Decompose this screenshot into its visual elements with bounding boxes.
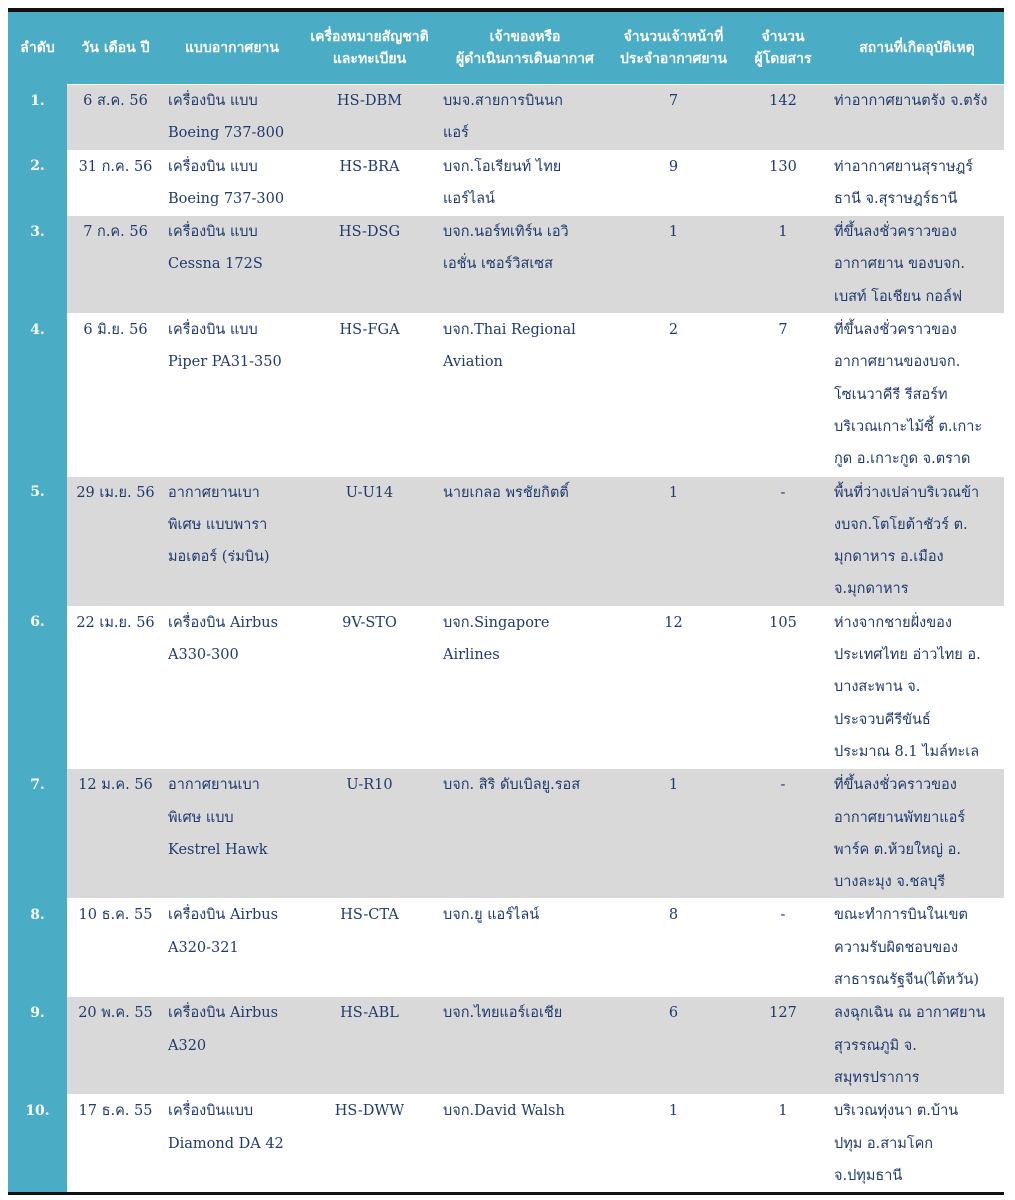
aircraft-type-line: เครื่องบิน Airbus <box>168 614 279 631</box>
registration <box>300 606 439 768</box>
accident-location-line: สุวรรณภูมิ จ. <box>834 1037 917 1054</box>
registration <box>300 216 439 314</box>
aircraft-type-line: เครื่องบิน Airbus <box>168 1005 279 1022</box>
aircraft-type-line: Cessna 172S <box>168 256 263 273</box>
aircraft-type-line: Boeing 737-800 <box>168 125 285 142</box>
aircraft-type-line: พิเศษ แบบพารา <box>168 516 268 533</box>
aircraft-type-line: A320 <box>168 1037 207 1054</box>
crew-count <box>611 85 736 151</box>
registration-text: 9V-STO <box>342 614 397 631</box>
table-row <box>8 1095 1004 1192</box>
row-number <box>8 899 67 997</box>
header-crew-line2: ประจำอากาศยาน <box>619 51 728 67</box>
operator-line: บจก.ยู แอร์ไลน์ <box>443 907 540 924</box>
crew-count <box>611 314 736 476</box>
header-crew <box>611 12 736 85</box>
accident-location <box>830 769 1004 899</box>
aircraft-type-line: เครื่องบิน แบบ <box>168 224 258 241</box>
row-number-text: 5. <box>30 484 45 501</box>
crew-count <box>611 899 736 997</box>
passenger-count-text: 7 <box>778 322 788 339</box>
row-number-text: 10. <box>25 1102 50 1119</box>
passenger-count-text: 105 <box>769 614 797 631</box>
operator-line: บจก.David Walsh <box>443 1103 565 1120</box>
accident-location-line: ท่าอากาศยานสุราษฎร์ <box>834 158 974 175</box>
accident-location-line: ความรับผิดชอบของ <box>834 939 958 956</box>
header-place-text: สถานที่เกิดอุบัติเหตุ <box>859 40 975 56</box>
operator-line: บมจ.สายการบินนก <box>443 93 563 109</box>
operator-line: นายเกลอ พรชัยกิตติ์ <box>443 484 569 501</box>
registration-text: U-U14 <box>345 484 394 501</box>
passenger-count-text: - <box>780 484 786 501</box>
accident-location-line: มุกดาหาร อ.เมือง <box>834 549 944 566</box>
table-row <box>8 899 1004 997</box>
accident-date <box>67 997 164 1095</box>
aircraft-type <box>164 1095 300 1192</box>
registration-text: HS-ABL <box>340 1005 399 1022</box>
table-row <box>8 606 1004 768</box>
aircraft-type <box>164 85 300 151</box>
row-number <box>8 997 67 1095</box>
table-body <box>8 85 1004 1193</box>
passenger-count <box>736 997 830 1095</box>
accident-location <box>830 1095 1004 1192</box>
registration <box>300 85 439 151</box>
bottom-rule <box>8 1192 1004 1195</box>
crew-count <box>611 150 736 216</box>
table-row <box>8 314 1004 476</box>
accident-location-line: ห่างจากชายฝั่งของ <box>834 614 952 631</box>
aircraft-type-line: A330-300 <box>168 647 239 664</box>
aircraft-type-line: เครื่องบิน แบบ <box>168 322 258 339</box>
accident-location-line: ที่ขึ้นลงชั่วคราวของ <box>834 777 957 794</box>
header-passengers-line1: จำนวน <box>761 29 805 45</box>
header-date <box>67 12 164 85</box>
aircraft-type-line: มอเตอร์ (ร่มบิน) <box>168 549 270 566</box>
header-place <box>830 12 1004 85</box>
aircraft-type-line: Piper PA31-350 <box>168 354 282 371</box>
accident-date-text: 31 ก.ค. 56 <box>78 158 153 175</box>
accident-location-line: ที่ขึ้นลงชั่วคราวของ <box>834 224 957 241</box>
aircraft-type-line: พิเศษ แบบ <box>168 809 234 826</box>
registration-text: HS-DSG <box>338 224 401 241</box>
accident-location-line: ประมาณ 8.1 ไมล์ทะเล <box>834 743 980 760</box>
operator-line: Airlines <box>443 647 500 664</box>
operator-line: บจก.Singapore <box>443 614 550 631</box>
accident-location-line: ประเทศไทย อ่าวไทย อ. <box>834 647 981 664</box>
header-owner <box>439 12 611 85</box>
row-number-text: 9. <box>30 1004 45 1021</box>
passenger-count <box>736 85 830 151</box>
accident-date-text: 22 เม.ย. 56 <box>76 614 155 631</box>
passenger-count <box>736 769 830 899</box>
crew-count-text: 2 <box>668 322 679 339</box>
passenger-count <box>736 606 830 768</box>
crew-count-text: 12 <box>664 614 683 631</box>
operator <box>439 216 611 314</box>
registration <box>300 997 439 1095</box>
aircraft-type-line: Kestrel Hawk <box>168 841 268 858</box>
aircraft-type <box>164 216 300 314</box>
aircraft-type <box>164 997 300 1095</box>
passenger-count-text: 130 <box>769 158 797 175</box>
table-row <box>8 216 1004 314</box>
aircraft-type-line: เครื่องบิน แบบ <box>168 158 258 175</box>
crew-count <box>611 1095 736 1192</box>
header-passengers-line2: ผู้โดยสาร <box>754 51 812 67</box>
registration-text: HS-DWW <box>334 1103 405 1120</box>
accident-location-line: ปทุม อ.สามโคก <box>834 1135 934 1152</box>
header-no <box>8 12 67 85</box>
table-header <box>8 12 1004 85</box>
accident-location-line: พื้นที่ว่างเปล่าบริเวณข้า <box>834 484 980 501</box>
passenger-count <box>736 1095 830 1192</box>
aircraft-type <box>164 314 300 476</box>
row-number-text: 3. <box>30 223 45 240</box>
registration-text: HS-FGA <box>339 322 400 339</box>
accident-date-text: 7 ก.ค. 56 <box>83 224 148 241</box>
accident-date <box>67 899 164 997</box>
header-registration-line2: และทะเบียน <box>332 51 407 67</box>
accident-date <box>67 216 164 314</box>
accident-location-line: งบจก.โตโยต้าชัวร์ ต. <box>834 516 968 533</box>
accident-location-line: กูด อ.เกาะกูด จ.ตราด <box>834 451 971 468</box>
row-number-text: 6. <box>30 614 45 631</box>
accident-location-line: บริเวณทุ่งนา ต.บ้าน <box>834 1103 959 1120</box>
accident-date <box>67 85 164 151</box>
accident-location-line: เบสท์ โอเชียน กอล์ฟ <box>834 288 963 305</box>
table-row <box>8 476 1004 606</box>
accident-date <box>67 476 164 606</box>
accident-location-line: ธานี จ.สุราษฎร์ธานี <box>834 190 958 207</box>
registration <box>300 769 439 899</box>
passenger-count <box>736 476 830 606</box>
registration-text: HS-DBM <box>336 93 403 109</box>
registration <box>300 150 439 216</box>
operator <box>439 150 611 216</box>
operator-line: แอร์ไลน์ <box>443 190 495 207</box>
crew-count-text: 1 <box>668 484 679 501</box>
aircraft-type-line: อากาศยานเบา <box>168 777 260 794</box>
registration <box>300 1095 439 1192</box>
accident-table-container <box>8 8 1004 1195</box>
accident-location-line: อากาศยานของบจก. <box>834 354 961 371</box>
accident-location-line: ท่าอากาศยานตรัง จ.ตรัง <box>834 93 988 109</box>
accident-location-line: ลงฉุกเฉิน ณ อากาศยาน <box>834 1005 986 1022</box>
accident-location-line: บริเวณเกาะไม้ซี้ ต.เกาะ <box>834 418 983 435</box>
accident-location-line: ที่ขึ้นลงชั่วคราวของ <box>834 322 957 339</box>
aircraft-type-line: เครื่องบิน Airbus <box>168 907 279 924</box>
crew-count <box>611 476 736 606</box>
passenger-count-text: 1 <box>778 1103 788 1120</box>
registration <box>300 314 439 476</box>
crew-count-text: 8 <box>668 907 679 924</box>
accident-date <box>67 1095 164 1192</box>
row-number <box>8 314 67 476</box>
accident-date <box>67 769 164 899</box>
operator <box>439 1095 611 1192</box>
row-number <box>8 216 67 314</box>
accident-date-text: 29 เม.ย. 56 <box>76 484 155 501</box>
passenger-count <box>736 216 830 314</box>
table-row <box>8 997 1004 1095</box>
passenger-count-text: - <box>780 907 786 924</box>
operator-line: แอร์ <box>443 125 469 142</box>
passenger-count <box>736 150 830 216</box>
accident-date-text: 12 ม.ค. 56 <box>78 777 153 794</box>
header-crew-line1: จำนวนเจ้าหน้าที่ <box>623 29 724 45</box>
accident-location-line: โซเนวาคีรี รีสอร์ท <box>834 386 948 403</box>
passenger-count <box>736 899 830 997</box>
accident-location-line: อากาศยานพัทยาแอร์ <box>834 809 966 826</box>
row-number <box>8 476 67 606</box>
operator <box>439 314 611 476</box>
row-number-text: 2. <box>30 158 45 175</box>
operator-line: บจก.Thai Regional <box>443 322 576 339</box>
operator-line: บจก.โอเรียนท์ ไทย <box>443 158 562 175</box>
passenger-count-text: 127 <box>769 1005 797 1022</box>
operator <box>439 476 611 606</box>
table-row <box>8 150 1004 216</box>
accident-location <box>830 216 1004 314</box>
aircraft-type-line: Boeing 737-300 <box>168 190 285 207</box>
registration <box>300 899 439 997</box>
header-no-text: ลำดับ <box>20 40 55 57</box>
row-number <box>8 769 67 899</box>
header-date-text: วัน เดือน ปี <box>81 40 150 56</box>
crew-count <box>611 606 736 768</box>
header-owner-line1: เจ้าของหรือ <box>489 29 561 45</box>
accident-location <box>830 150 1004 216</box>
accident-location-line: จ.มุกดาหาร <box>834 581 909 598</box>
row-number-text: 7. <box>30 776 45 793</box>
aircraft-type <box>164 899 300 997</box>
row-number <box>8 150 67 216</box>
accident-location <box>830 85 1004 151</box>
accident-location <box>830 997 1004 1095</box>
accident-location-line: อากาศยาน ของบจก. <box>834 256 965 273</box>
crew-count-text: 9 <box>668 158 679 175</box>
crew-count-text: 1 <box>668 777 679 794</box>
accident-date-text: 20 พ.ค. 55 <box>78 1005 153 1022</box>
header-registration-line1: เครื่องหมายสัญชาติ <box>310 29 429 45</box>
crew-count-text: 6 <box>668 1005 679 1022</box>
registration-text: HS-BRA <box>339 158 400 175</box>
accident-location-line: ขณะทำการบินในเขต <box>834 907 968 924</box>
accident-date-text: 6 มิ.ย. 56 <box>83 322 148 339</box>
crew-count-text: 1 <box>668 224 679 241</box>
row-number <box>8 606 67 768</box>
row-number-text: 4. <box>30 321 45 338</box>
accident-location-line: พาร์ค ต.ห้วยใหญ่ อ. <box>834 841 961 858</box>
operator-line: บจก. สิริ ดับเบิลยู.รอส <box>443 777 581 794</box>
crew-count <box>611 216 736 314</box>
crew-count <box>611 997 736 1095</box>
aircraft-type-line: อากาศยานเบา <box>168 484 260 501</box>
row-number-text: 8. <box>30 906 45 923</box>
header-registration <box>300 12 439 85</box>
operator-line: เอชั่น เซอร์วิสเซส <box>443 256 553 273</box>
table-row <box>8 85 1004 151</box>
accident-date <box>67 150 164 216</box>
aircraft-type <box>164 476 300 606</box>
table-row <box>8 769 1004 899</box>
aircraft-type-line: A320-321 <box>168 939 239 956</box>
accident-location-line: บางละมุง จ.ชลบุรี <box>834 874 946 891</box>
aircraft-type-line: เครื่องบินแบบ <box>168 1103 254 1120</box>
accident-location-line: สมุทรปราการ <box>834 1069 920 1086</box>
header-type-text: แบบอากาศยาน <box>185 40 279 56</box>
row-number-text: 1. <box>30 92 45 109</box>
row-number <box>8 1095 67 1192</box>
accident-location-line: จ.ปทุมธานี <box>834 1167 903 1184</box>
registration-text: HS-CTA <box>340 907 399 924</box>
aircraft-type <box>164 606 300 768</box>
operator <box>439 85 611 151</box>
operator-line: บจก.นอร์ทเทิร์น เอวิ <box>443 224 569 241</box>
crew-count <box>611 769 736 899</box>
passenger-count-text: - <box>780 777 786 794</box>
accident-table <box>8 12 1004 1192</box>
accident-date-text: 6 ส.ค. 56 <box>83 93 148 109</box>
aircraft-type-line: Diamond DA 42 <box>168 1135 284 1152</box>
accident-date-text: 10 ธ.ค. 55 <box>78 907 153 924</box>
registration <box>300 476 439 606</box>
registration-text: U-R10 <box>346 777 393 794</box>
aircraft-type <box>164 769 300 899</box>
operator-line: บจก.ไทยแอร์เอเชีย <box>443 1005 563 1022</box>
operator <box>439 606 611 768</box>
accident-date-text: 17 ธ.ค. 55 <box>78 1103 153 1120</box>
operator-line: Aviation <box>443 354 503 371</box>
crew-count-text: 1 <box>668 1103 679 1120</box>
aircraft-type-line: เครื่องบิน แบบ <box>168 93 258 109</box>
header-owner-line2: ผู้ดำเนินการเดินอากาศ <box>456 51 594 67</box>
accident-location-line: บางสะพาน จ. <box>834 679 921 696</box>
header-passengers <box>736 12 830 85</box>
accident-location-line: สาธารณรัฐจีน(ไต้หวัน) <box>834 972 980 989</box>
passenger-count <box>736 314 830 476</box>
accident-location <box>830 899 1004 997</box>
row-number <box>8 85 67 151</box>
accident-location <box>830 606 1004 768</box>
operator <box>439 997 611 1095</box>
accident-location <box>830 476 1004 606</box>
accident-location-line: ประจวบคีรีขันธ์ <box>834 711 931 728</box>
passenger-count-text: 1 <box>778 224 788 241</box>
aircraft-type <box>164 150 300 216</box>
passenger-count-text: 142 <box>769 93 797 109</box>
header-type <box>164 12 300 85</box>
accident-date <box>67 314 164 476</box>
accident-location <box>830 314 1004 476</box>
crew-count-text: 7 <box>668 93 679 109</box>
accident-date <box>67 606 164 768</box>
operator <box>439 899 611 997</box>
operator <box>439 769 611 899</box>
